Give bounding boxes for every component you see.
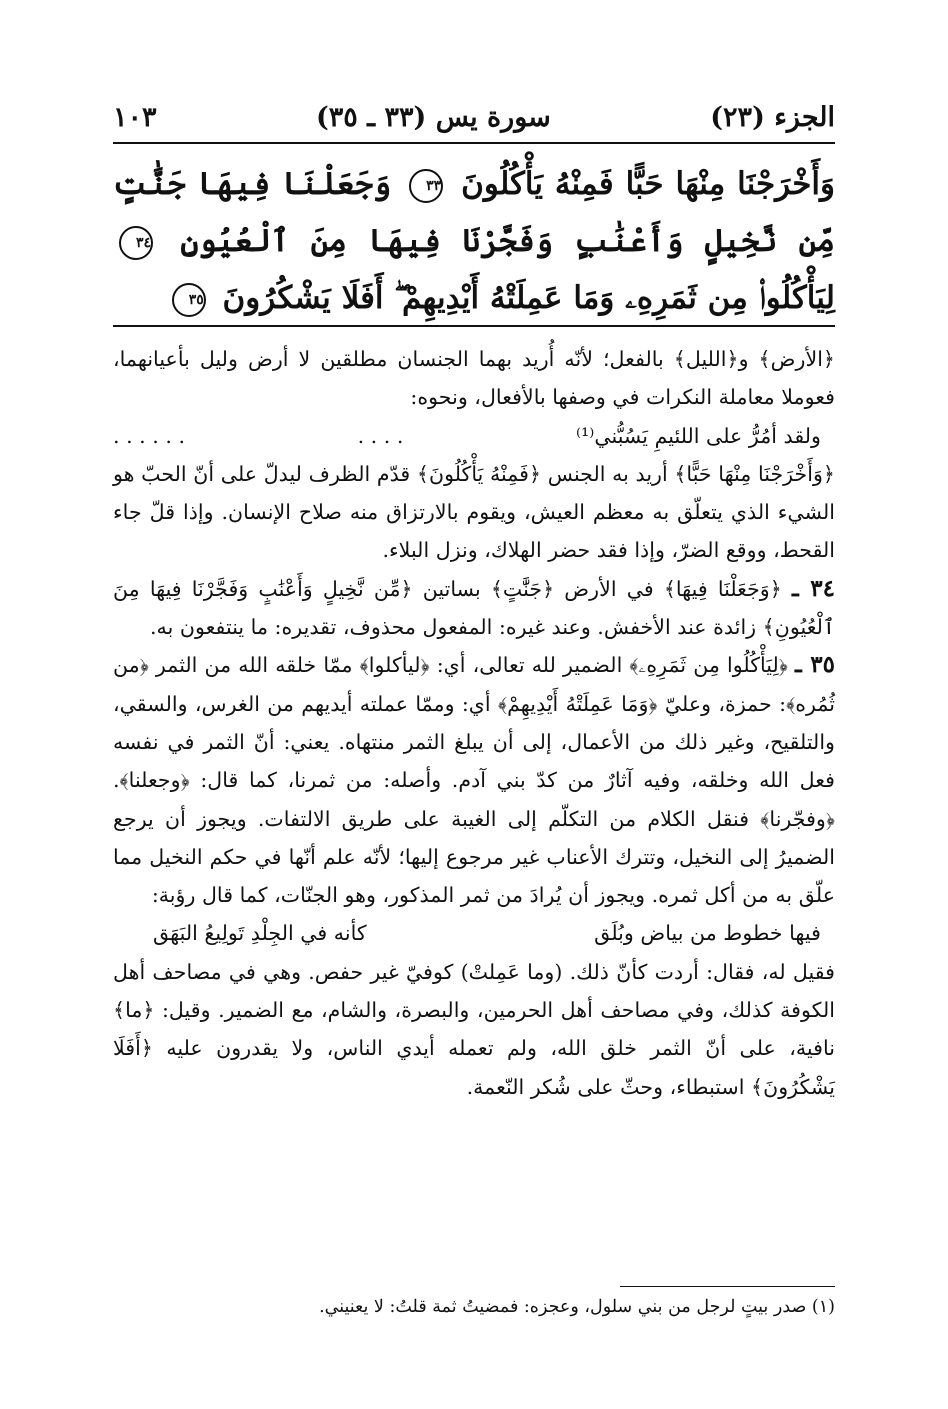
verse-number-34: ٣٤ ـ [791, 574, 835, 602]
ayah-marker-34: ٣٤ [119, 226, 153, 260]
ayah-marker-35: ٣٥ [172, 283, 206, 317]
verse-34-text: وَجَعَلْنَا فِيهَا جَنَّٰتٍ مِّن نَّخِيلٍ وَأَعْنَٰبٍ وَفَجَّرْنَا فِيهَا مِنَ ٱلْعُيُونِ [113, 166, 836, 259]
surah-title: سورة يس (٣٣ ـ ٣٥) [315, 102, 551, 133]
header-divider [113, 142, 835, 144]
poem-1-hemistich: ولقد أمُرُّ على اللئيمِ يَسُبُّني⁽¹⁾ [575, 423, 821, 448]
verse-33-text: وَأَخْرَجْنَا مِنْهَا حَبًّا فَمِنْهُ يَأْكُلُونَ [461, 166, 835, 202]
poem-2-first-hemistich: فيها خطوط من بياض وبُلَق [594, 921, 821, 946]
paragraph-5: فقيل له، فقال: أردت كأنّ ذلك. (وما عَمِلتْ) كوفيّ غير حفص. وهي في مصاحف أهل الكوفة كذلك، وفي مصاحف أهل الحرمين، والبصرة، والشام، مع الضمير. وقيل: ﴿ما﴾ نافية، على أنّ الثمر خلق الله، ولم تعمله أيدي الناس، ولا يقدرون عليه ﴿أَفَلَا يَشْكُرُونَ﴾ استبطاء، وحثّ على شُكر النّعمة. [113, 959, 835, 1099]
poem-line-1 [113, 417, 835, 455]
footnote-divider [620, 1286, 835, 1287]
paragraph-1: ﴿الأرض﴾ و﴿الليل﴾ بالفعل؛ لأنّه أُريد بهما الجنسان مطلقين لا أرض وليل بأعيانهما، فعوملا معاملة النكرات في وصفها بالأفعال، ونحوه: [113, 347, 835, 410]
verse-35-text: لِيَأْكُلُوا۟ مِن ثَمَرِهِۦ وَمَا عَمِلَتْهُ أَيْدِيهِمْ ۖ أَفَلَا يَشْكُرُونَ [222, 280, 835, 316]
paragraph-2: ﴿وَأَخْرَجْنَا مِنْهَا حَبًّا﴾ أريد به الجنس ﴿فَمِنْهُ يَأْكُلُونَ﴾ قدّم الظرف ليدلّ على أنّ الحبّ هو الشيء الذي يتعلّق به معظم العيش، ويقوم بالارتزاق منه صلاح الإنسان. وإذا قلّ جاء القحط، ووقع الضرّ، وإذا فقد حضر الهلاك، ونزل البلاء. [113, 461, 835, 563]
page-header [113, 92, 835, 138]
verses-divider [113, 325, 835, 327]
poem-1-dots-a: . . . . [357, 423, 404, 448]
poem-line-2 [113, 914, 835, 952]
ayah-marker-33: ٣٣ [409, 169, 443, 203]
poem-2-second-hemistich: كأنه في الجِلْدِ تَولِيعُ البَهَق [153, 921, 367, 946]
paragraph-4-text: ﴿لِيَأْكُلُوا مِن ثَمَرِهِۦ﴾ الضمير لله تعالى، أي: ﴿ليأكلوا﴾ ممّا خلقه الله من الثمر ﴿من ثُمُره﴾: حمزة، وعليّ ﴿وَمَا عَمِلَتْهُ أَيْدِيهِمْ﴾ أي: وممّا عملته أيديهم من الغرس، والسقي، والتلقيح، وغير ذلك من الأعمال، إلى أن يبلغ الثمر منتهاه. يعني: أنّ الثمر في نفسه فعل الله وخلقه، وفيه آثارٌ من كدّ بني آدم. وأصله: من ثمرنا، كما قال: ﴿وجعلنا﴾. ﴿وفجّرنا﴾ فنقل الكلام من التكلّم إلى الغيبة على طريق الالتفات. ويجوز أن يرجع الضميرُ إلى النخيل، وتترك الأعناب غير مرجوع إليها؛ لأنّه علم أنّها في حكم النخيل مما علّق به من أكل ثمره. ويجوز أن يُرادَ من ثمر المذكور، وهو الجنّات، كما قال رؤبة: [113, 653, 835, 908]
footnote: (١) صدر بيتٍ لرجل من بني سلول، وعجزه: فمضيتُ ثمة قلتُ: لا يعنيني. [319, 1297, 835, 1317]
verse-number-35: ٣٥ ـ [794, 651, 835, 679]
paragraph-verse-35 [113, 646, 835, 914]
quran-verses [113, 156, 835, 327]
paragraph-verse-34 [113, 570, 835, 647]
juz-label: الجزء (٢٣) [710, 102, 835, 133]
poem-1-dots-b: . . . . . . [113, 423, 186, 448]
commentary-text [113, 340, 835, 1106]
page-number: ١٠٣ [113, 102, 157, 133]
paragraph-3-text: ﴿وَجَعَلْنَا فِيهَا﴾ في الأرض ﴿جَنَّٰتٍ﴾ بساتين ﴿مِّن نَّخِيلٍ وَأَعْنَٰبٍ وَفَجَّرْنَا فِيهَا مِنَ ٱلْعُيُونِ﴾ زائدة عند الأخفش. وعند غيره: المفعول محذوف، تقديره: ما ينتفعون به. [113, 576, 835, 640]
